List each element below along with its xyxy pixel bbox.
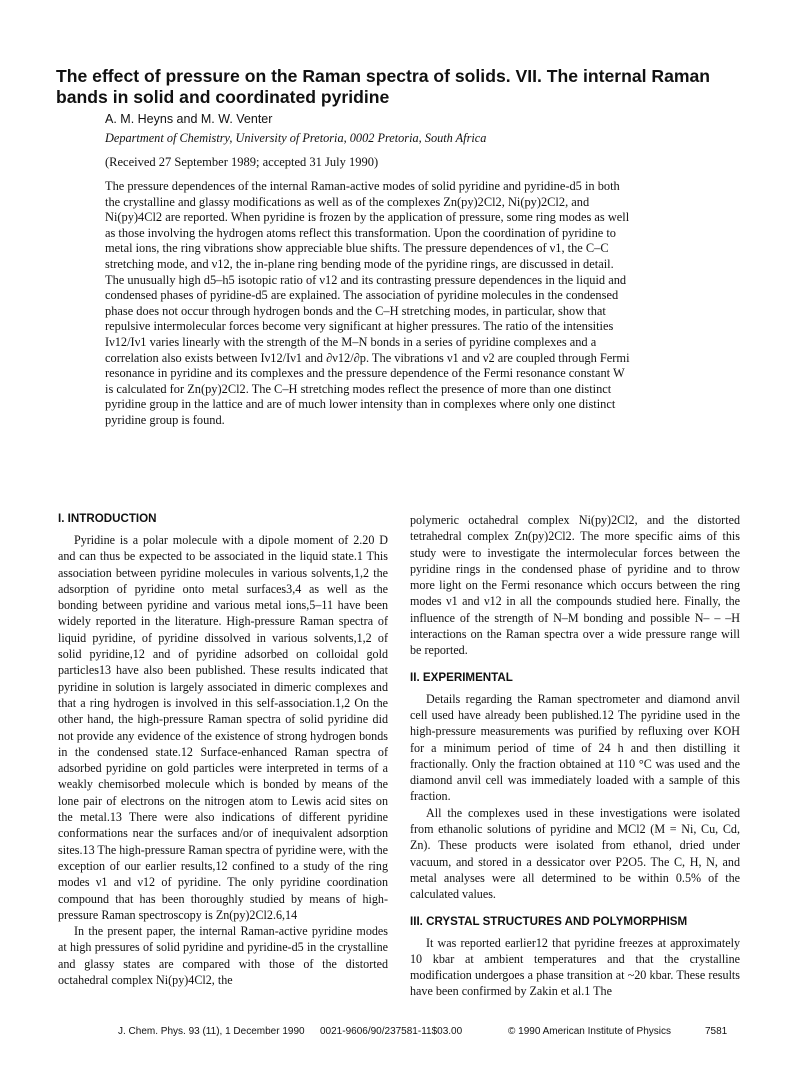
introduction-heading: I. INTRODUCTION [58,512,157,525]
crystal-paragraph-1: It was reported earlier12 that pyridine freezes at approximately 10 kbar at ambient temperatures and that the crystalline modification undergoes a phase transition at ~20 kbar. These results have been confirmed by Zakin et al.1 The [410,935,740,999]
abstract: The pressure dependences of the internal Raman-active modes of solid pyridine and pyridine-d5 in both the crystalline and glassy modifications as well as of the complexes Zn(py)2Cl2, Ni(py)2Cl2, and Ni(py)4Cl2 are reported. When pyridine is frozen by the application of pressure, some ring modes as well as those involving the hydrogen atoms reflect this transformation. Upon the coordination of pyridine to metal ions, the ring vibrations show appreciable blue shifts. The pressure dependences of ν1, the C–C stretching mode, and ν12, the in-plane ring bending mode of the pyridine rings, are discussed in detail. The unusually high d5–h5 isotopic ratio of ν12 and its contrasting pressure dependences in the liquid and condensed phases of pyridine-d5 are explained. The association of pyridine molecules in the condensed phase does not occur through hydrogen bonds and the C–H stretching modes, in particular, show that repulsive intermolecular forces become very significant at higher pressures. The ratio of the intensities Iν12/Iν1 varies linearly with the strength of the M–N bonds in a series of pyridine complexes and a correlation also exists between Iν12/Iν1 and ∂ν12/∂p. The vibrations ν1 and ν2 are coupled through Fermi resonance in pyridine and its complexes and the pressure dependence of the Fermi resonance constant W is calculated for Zn(py)2Cl2. The C–H stretching modes reflect the presence of more than one distinct pyridine group in the lattice and are of much lower intensity than in complexes where only one distinct pyridine group is found. [105,179,630,427]
article-title: The effect of pressure on the Raman spectra of solids. VII. The internal Raman bands in solid and coordinated pyridine [56,66,711,107]
authors: A. M. Heyns and M. W. Venter [105,112,273,126]
intro-paragraph-3: polymeric octahedral complex Ni(py)2Cl2, and the distorted tetrahedral complex Zn(py)2Cl2. The more specific aims of this study were to investigate the intermolecular forces between the pyridine rings in the condensed phase of pyridine and to throw more light on the Fermi resonance which occurs between the ring modes ν1 and ν12 in all the compounds studied here. Finally, the influence of the strength of N–M bonding and possible N– – –H interactions on the Raman spectra over a wide pressure range will be reported. [410,513,740,658]
footer-journal: J. Chem. Phys. 93 (11), 1 December 1990 [118,1026,305,1037]
intro-paragraph-1: Pyridine is a polar molecule with a dipole moment of 2.20 D and can thus be expected to be associated in the liquid state.1 This association between pyridine molecules in various solvents,1,2 the adsorption of pyridine onto metal surfaces3,4 as well as the bonding between pyridine and various metal ions,5–11 have been widely reported in the literature. High-pressure Raman spectra of liquid pyridine, of pyridine dissolved in various solvents,1,2 of solid pyridine,12 and of pyridine adsorbed on colloidal gold particles13 have also been published. These results indicated that pyridine in solution is largely associated in dimeric complexes and that a ring hydrogen is involved in this self-association.1,2 On the other hand, the high-pressure Raman spectra of solid pyridine did not provide any evidence of the existence of strong hydrogen bonds in the condensed state.12 Surface-enhanced Raman spectra of adsorbed pyridine on gold particles were interpreted in terms of a weakly chemisorbed molecule which is bonded by means of the lone pair of electrons on the nitrogen atom to Lewis acid sites on the metal.13 There were also indications of different pyridine conformations near the surfaces and/or of inequivalent adsorption sites.13 The high-pressure Raman spectra of pyridine were, with the exception of our earlier results,12 confined to a study of the ring modes ν1 and ν12 of pyridine. The only pyridine coordination compound that has been thoroughly studied by means of high-pressure Raman spectroscopy is Zn(py)2Cl2.6,14 [58,533,388,922]
intro-paragraph-2: In the present paper, the internal Raman-active pyridine modes at high pressures of solid pyridine and pyridine-d5 in the crystalline and glassy states are compared with those of the distorted octahedral complex Ni(py)4Cl2, the [58,924,388,988]
experimental-heading: II. EXPERIMENTAL [410,670,513,684]
experimental-paragraph-2: All the complexes used in these investigations were isolated from ethanolic solutions of pyridine and MCl2 (M = Ni, Cu, Cd, Zn). These products were isolated from ethanol, dried under vacuum, and stored in a dessicator over P2O5. The C, H, N, and metal analyses were all determined to be within 0.5% of the calculated values. [410,805,740,902]
experimental-paragraph-1: Details regarding the Raman spectrometer and diamond anvil cell used have already been published.12 The pyridine used in the high-pressure measurements was purified by refluxing over KOH for a minimum period of time of 24 h and then distilling it fractionally. Only the fraction obtained at 110 °C was used and the diamond anvil cell was immediately loaded with a sample of this fraction. [410,691,740,804]
right-column [410,512,740,1000]
left-column [58,512,388,988]
footer-copyright: © 1990 American Institute of Physics [508,1026,672,1037]
footer-page-number: 7581 [705,1026,728,1037]
received-dates: (Received 27 September 1989; accepted 31 July 1990) [105,155,379,169]
affiliation: Department of Chemistry, University of Pretoria, 0002 Pretoria, South Africa [105,131,487,145]
crystal-structures-heading: III. CRYSTAL STRUCTURES AND POLYMORPHISM [410,914,688,928]
footer-code: 0021-9606/90/237581-11$03.00 [320,1026,463,1037]
